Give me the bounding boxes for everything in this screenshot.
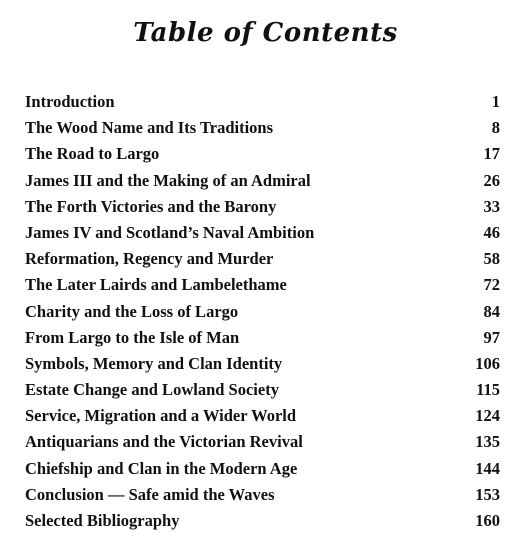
toc-entry-title: Conclusion — Safe amid the Waves xyxy=(25,484,275,504)
toc-entry-page-number: 26 xyxy=(483,170,500,190)
toc-entry-page-number: 144 xyxy=(475,458,500,478)
toc-entry-forth-victories[interactable] xyxy=(25,194,500,220)
toc-entry-title: Service, Migration and a Wider World xyxy=(25,406,297,426)
toc-entry-james-iii[interactable] xyxy=(25,168,500,194)
toc-entry-introduction[interactable] xyxy=(25,89,500,115)
toc-entry-title: Charity and the Loss of Largo xyxy=(25,301,239,321)
toc-entry-page-number: 160 xyxy=(475,511,500,530)
toc-entry-title: Introduction xyxy=(25,92,115,111)
toc-entry-isle-of-man[interactable] xyxy=(25,325,500,351)
toc-entry-page-number: 46 xyxy=(483,222,500,242)
toc-entry-road-to-largo[interactable] xyxy=(25,141,500,167)
toc-entry-page-number: 17 xyxy=(483,144,500,164)
toc-entry-conclusion[interactable] xyxy=(25,482,500,508)
toc-entry-page-number: 58 xyxy=(483,249,500,269)
toc-entry-title: James IV and Scotland’s Naval Ambition xyxy=(25,222,315,242)
toc-entry-later-lairds[interactable] xyxy=(25,272,500,298)
toc-entry-reformation[interactable] xyxy=(25,246,500,272)
toc-entry-estate-change[interactable] xyxy=(25,377,500,403)
toc-entry-chiefship[interactable] xyxy=(25,456,500,482)
toc-entry-title: The Forth Victories and the Barony xyxy=(25,196,277,216)
toc-entry-wood-name[interactable] xyxy=(25,115,500,141)
toc-entry-page-number: 124 xyxy=(475,406,500,426)
toc-entry-page-number: 8 xyxy=(491,118,500,138)
toc-entry-service-migration[interactable] xyxy=(25,403,500,429)
toc-entry-charity[interactable] xyxy=(25,299,500,325)
toc-entry-title: Symbols, Memory and Clan Identity xyxy=(25,353,283,373)
page-title: Table of Contents xyxy=(133,18,398,48)
toc-entry-page-number: 106 xyxy=(475,353,500,373)
toc-entry-title: From Largo to the Isle of Man xyxy=(25,327,240,347)
toc-entry-page-number: 153 xyxy=(475,484,500,504)
toc-entry-title: Antiquarians and the Victorian Revival xyxy=(25,432,303,452)
toc-entry-title: The Road to Largo xyxy=(25,144,160,164)
toc-entry-title: Selected Bibliography xyxy=(25,511,180,530)
toc-entry-symbols[interactable] xyxy=(25,351,500,377)
toc-entry-page-number: 97 xyxy=(483,327,500,347)
toc-entry-page-number: 135 xyxy=(475,432,500,452)
table-of-contents xyxy=(25,89,500,534)
toc-entry-title: The Wood Name and Its Traditions xyxy=(25,118,274,138)
toc-entry-page-number: 33 xyxy=(483,196,500,216)
toc-entry-page-number: 115 xyxy=(476,380,500,400)
toc-entry-title: Estate Change and Lowland Society xyxy=(25,380,279,400)
toc-entry-title: The Later Lairds and Lambelethame xyxy=(25,275,287,295)
toc-entry-page-number: 72 xyxy=(483,275,500,295)
toc-entry-antiquarians[interactable] xyxy=(25,429,500,455)
toc-entry-page-number: 84 xyxy=(483,301,500,321)
toc-entry-title: James III and the Making of an Admiral xyxy=(25,170,311,190)
toc-entry-page-number: 1 xyxy=(491,92,500,111)
toc-entry-james-iv[interactable] xyxy=(25,220,500,246)
toc-entry-bibliography[interactable] xyxy=(25,508,500,534)
toc-entry-title: Reformation, Regency and Murder xyxy=(25,249,274,269)
toc-entry-title: Chiefship and Clan in the Modern Age xyxy=(25,458,298,478)
